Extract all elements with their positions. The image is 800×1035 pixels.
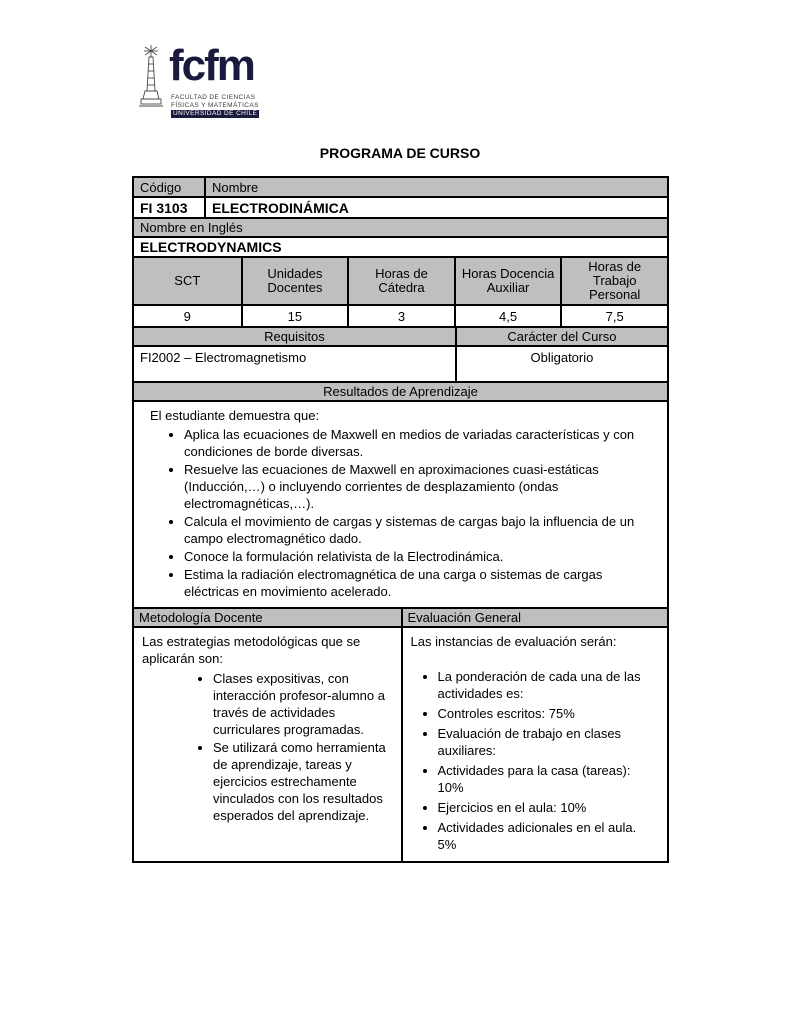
evaluacion-bullet-list <box>419 668 658 853</box>
bullet-item: • Ejercicios en el aula: 10% <box>438 799 658 816</box>
bullet-item: • Clases expositivas, con interacción profesor-alumno a través de actividades curriculares programadas. <box>213 670 389 738</box>
resultados-intro: El estudiante demuestra que: <box>150 408 320 423</box>
resultados-label-cell: Resultados de Aprendizaje <box>134 383 667 400</box>
resultados-header-row <box>134 381 667 400</box>
bullet-item: • Actividades para la casa (tareas): 10% <box>438 762 658 796</box>
bullet-item: • Estima la radiación electromagnética de una carga o sistemas de cargas eléctricas en movimiento acelerado. <box>184 566 655 600</box>
horas-trabajo-personal-header-cell: Horas de Trabajo Personal <box>560 258 667 304</box>
metodologia-bullet-list <box>198 670 389 824</box>
nombre-label-cell: Nombre <box>204 178 667 196</box>
code-name-header-row <box>134 178 667 196</box>
logo-text-block <box>169 42 259 118</box>
page-title: PROGRAMA DE CURSO <box>319 145 481 161</box>
evaluacion-intro: Las instancias de evaluación serán: <box>410 634 617 649</box>
methodology-header-row <box>134 609 667 626</box>
evaluacion-content-cell <box>401 628 668 861</box>
fcfm-logo <box>136 42 259 118</box>
methodology-content-row <box>134 626 667 861</box>
codigo-label-cell: Código <box>134 178 204 196</box>
horas-docencia-auxiliar-header-cell: Horas Docencia Auxiliar <box>454 258 561 304</box>
logo-caption <box>171 94 259 118</box>
horas-trabajo-personal-value-cell: 7,5 <box>560 306 667 326</box>
bullet-item: • Evaluación de trabajo en clases auxiliares: <box>438 725 658 759</box>
sct-value-cell: 9 <box>183 308 191 324</box>
hours-header-row <box>134 256 667 304</box>
unidades-docentes-value-cell: 15 <box>241 306 348 326</box>
requisitos-value-row <box>134 345 667 381</box>
code-name-value-row <box>134 196 667 217</box>
logo-caption-line3: UNIVERSIDAD DE CHILE <box>173 110 258 117</box>
caracter-value-cell: Obligatorio <box>455 347 667 381</box>
codigo-value-cell: FI 3103 <box>140 199 188 216</box>
nombre-ingles-value-cell: ELECTRODYNAMICS <box>140 239 282 255</box>
resultados-content-row <box>134 400 667 609</box>
nombre-value-cell: ELECTRODINÁMICA <box>204 198 667 217</box>
bullet-item: • Actividades adicionales en el aula. 5% <box>438 819 658 853</box>
course-info-table <box>132 176 669 611</box>
hours-value-row <box>134 304 667 326</box>
logo-caption-line2: FÍSICAS Y MATEMÁTICAS <box>171 101 259 109</box>
bullet-item: • La ponderación de cada una de las actividades es: <box>438 668 658 702</box>
requisitos-header-row <box>134 326 667 345</box>
english-name-value-row <box>134 236 667 256</box>
metodologia-intro: Las estrategias metodológicas que se aplicarán son: <box>142 634 361 666</box>
metodologia-label-cell: Metodología Docente <box>134 609 401 626</box>
bullet-item: • Controles escritos: 75% <box>438 705 658 722</box>
logo-acronym: fcfm <box>169 41 254 90</box>
sct-header-cell: SCT <box>134 258 241 304</box>
resultados-bullet-list <box>168 426 655 600</box>
nombre-ingles-label-cell: Nombre en Inglés <box>134 219 667 236</box>
metodologia-content-cell <box>134 628 401 861</box>
horas-docencia-auxiliar-value-cell: 4,5 <box>454 306 561 326</box>
resultados-content-cell <box>134 402 667 609</box>
logo-caption-line1: FACULTAD DE CIENCIAS <box>171 94 256 101</box>
bullet-item: • Calcula el movimiento de cargas y sistemas de cargas bajo la influencia de un campo electromagnético dado. <box>184 513 655 547</box>
requisitos-label-cell: Requisitos <box>134 328 455 345</box>
horas-catedra-value-cell: 3 <box>347 306 454 326</box>
english-name-header-row <box>134 217 667 236</box>
caracter-label-cell: Carácter del Curso <box>455 328 667 345</box>
horas-catedra-header-cell: Horas de Cátedra <box>347 258 454 304</box>
bullet-item: • Resuelve las ecuaciones de Maxwell en aproximaciones cuasi-estáticas (Inducción,…) o incluyendo corrientes de desplazamiento (ondas electromagnéticas,…). <box>184 461 655 512</box>
bullet-item: • Conoce la formulación relativista de la Electrodinámica. <box>184 548 655 565</box>
evaluacion-label-cell: Evaluación General <box>401 609 668 626</box>
requisitos-value-cell: FI2002 – Electromagnetismo <box>140 350 307 365</box>
tower-icon <box>136 44 166 108</box>
unidades-docentes-header-cell: Unidades Docentes <box>241 258 348 304</box>
bullet-item: • Aplica las ecuaciones de Maxwell en medios de variadas características y con condiciones de borde diversas. <box>184 426 655 460</box>
bullet-item: • Se utilizará como herramienta de aprendizaje, tareas y ejercicios estrechamente vinculados con los resultados esperados del aprendizaje. <box>213 739 389 824</box>
methodology-table <box>132 607 669 863</box>
